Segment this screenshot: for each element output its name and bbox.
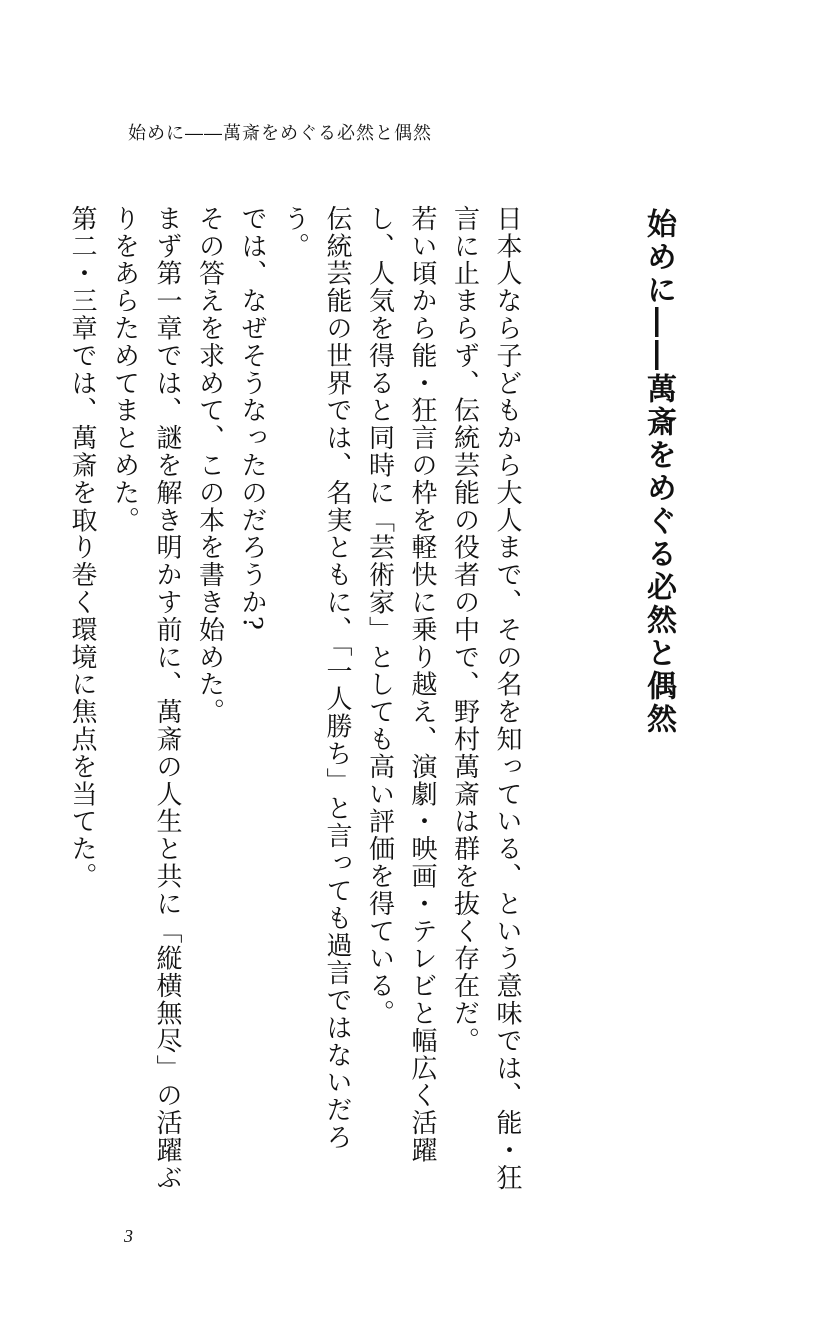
paragraph: 日本人なら子どもから大人まで、その名を知っている、という意味では、能・狂言に止まらず、伝統芸能の役者の中で、野村萬斎は群を抜く存在だ。 (449, 205, 522, 1192)
page-number: 3 (124, 1226, 133, 1246)
chapter-title: 始めに――萬斎をめぐる必然と偶然 (641, 208, 676, 736)
paragraph: まず第一章では、謎を解き明かす前に、萬斎の人生と共に「縦横無尽」の活躍ぶりをあらためてまとめた。 (109, 205, 182, 1192)
paragraph: その答えを求めて、この本を書き始めた。 (194, 205, 225, 726)
paragraph: では、なぜそうなったのだろうか? (237, 205, 267, 632)
paragraph: 若い頃から能・狂言の枠を軽快に乗り越え、演劇・映画・テレビと幅広く活躍し、人気を得ると同時に「芸術家」としても高い評価を得ている。 (364, 205, 437, 1164)
paragraph: 伝統芸能の世界では、名実ともに、「一人勝ち」と言っても過言ではないだろう。 (279, 205, 352, 1151)
body-text (67, 205, 528, 1195)
paragraph: 第二・三章では、萬斎を取り巻く環境に焦点を当てた。 (67, 205, 97, 890)
running-header: 始めに――萬斎をめぐる必然と偶然 (128, 123, 432, 144)
